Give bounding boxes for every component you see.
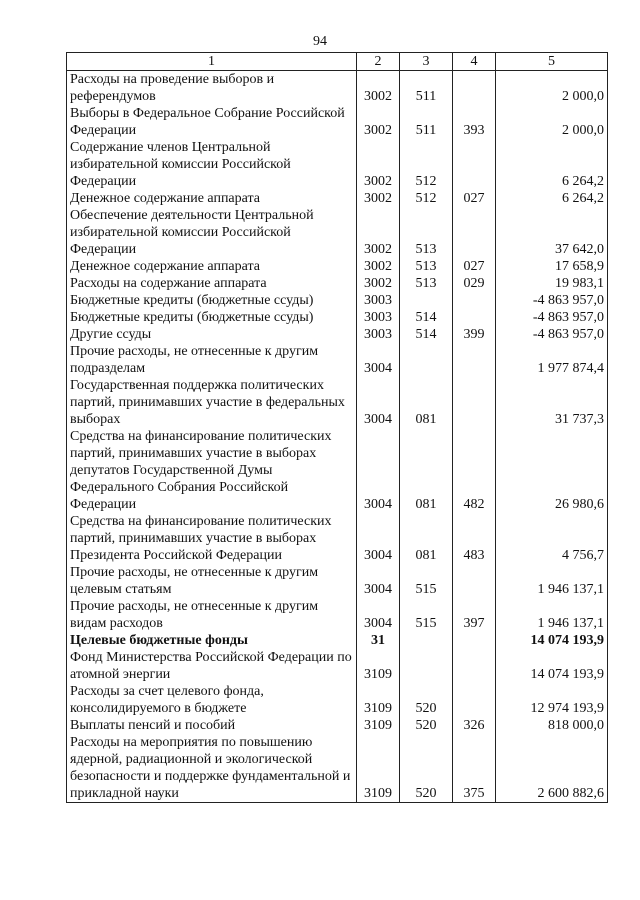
section-code-cell: 3004 bbox=[357, 564, 400, 598]
target-code-cell: 515 bbox=[400, 564, 453, 598]
table-row bbox=[67, 734, 608, 803]
expense-type-cell: 029 bbox=[453, 275, 496, 292]
column-header-1: 1 bbox=[67, 53, 357, 71]
target-code-cell: 520 bbox=[400, 683, 453, 717]
table-row bbox=[67, 71, 608, 106]
row-name-cell: Прочие расходы, не отнесенные к другим видам расходов bbox=[67, 598, 357, 632]
expense-type-cell: 326 bbox=[453, 717, 496, 734]
row-name-cell: Расходы на содержание аппарата bbox=[67, 275, 357, 292]
expense-type-cell: 027 bbox=[453, 190, 496, 207]
table-row bbox=[67, 275, 608, 292]
expense-type-cell: 399 bbox=[453, 326, 496, 343]
amount-cell: 19 983,1 bbox=[496, 275, 608, 292]
row-name-cell: Бюджетные кредиты (бюджетные ссуды) bbox=[67, 309, 357, 326]
expense-type-cell bbox=[453, 649, 496, 683]
target-code-cell: 081 bbox=[400, 428, 453, 513]
amount-cell: 1 946 137,1 bbox=[496, 564, 608, 598]
table-row bbox=[67, 292, 608, 309]
table-row bbox=[67, 139, 608, 190]
target-code-cell bbox=[400, 632, 453, 649]
row-name-cell: Прочие расходы, не отнесенные к другим целевым статьям bbox=[67, 564, 357, 598]
section-code-cell: 3004 bbox=[357, 598, 400, 632]
expense-type-cell bbox=[453, 292, 496, 309]
table-header-row bbox=[67, 53, 608, 71]
section-code-cell: 31 bbox=[357, 632, 400, 649]
row-name-cell: Средства на финансирование политических партий, принимавших участие в выборах депутатов Государственной Думы Федерального Собрания Российской Федерации bbox=[67, 428, 357, 513]
section-code-cell: 3109 bbox=[357, 683, 400, 717]
row-name-cell: Целевые бюджетные фонды bbox=[67, 632, 357, 649]
section-code-cell: 3109 bbox=[357, 649, 400, 683]
expense-type-cell: 483 bbox=[453, 513, 496, 564]
amount-cell: -4 863 957,0 bbox=[496, 292, 608, 309]
section-code-cell: 3002 bbox=[357, 275, 400, 292]
target-code-cell: 511 bbox=[400, 105, 453, 139]
table-row bbox=[67, 309, 608, 326]
target-code-cell: 514 bbox=[400, 326, 453, 343]
section-code-cell: 3109 bbox=[357, 717, 400, 734]
amount-cell: 12 974 193,9 bbox=[496, 683, 608, 717]
target-code-cell bbox=[400, 343, 453, 377]
amount-cell: 1 977 874,4 bbox=[496, 343, 608, 377]
amount-cell: 6 264,2 bbox=[496, 139, 608, 190]
column-header-5: 5 bbox=[496, 53, 608, 71]
expense-type-cell: 375 bbox=[453, 734, 496, 803]
row-name-cell: Обеспечение деятельности Центральной избирательной комиссии Российской Федерации bbox=[67, 207, 357, 258]
target-code-cell: 515 bbox=[400, 598, 453, 632]
section-code-cell: 3109 bbox=[357, 734, 400, 803]
page-number: 94 bbox=[313, 34, 327, 49]
section-code-cell: 3003 bbox=[357, 326, 400, 343]
section-code-cell: 3004 bbox=[357, 343, 400, 377]
amount-cell: 2 600 882,6 bbox=[496, 734, 608, 803]
table-row bbox=[67, 343, 608, 377]
table-row bbox=[67, 649, 608, 683]
expense-type-cell bbox=[453, 564, 496, 598]
table-row bbox=[67, 377, 608, 428]
table-row bbox=[67, 513, 608, 564]
section-code-cell: 3002 bbox=[357, 105, 400, 139]
table-row bbox=[67, 207, 608, 258]
row-name-cell: Другие ссуды bbox=[67, 326, 357, 343]
table-row bbox=[67, 258, 608, 275]
row-name-cell: Выплаты пенсий и пособий bbox=[67, 717, 357, 734]
target-code-cell: 520 bbox=[400, 734, 453, 803]
table-row bbox=[67, 326, 608, 343]
column-header-3: 3 bbox=[400, 53, 453, 71]
section-code-cell: 3004 bbox=[357, 513, 400, 564]
expense-type-cell bbox=[453, 343, 496, 377]
column-header-2: 2 bbox=[357, 53, 400, 71]
section-code-cell: 3004 bbox=[357, 377, 400, 428]
column-header-4: 4 bbox=[453, 53, 496, 71]
table-row bbox=[67, 564, 608, 598]
amount-cell: 37 642,0 bbox=[496, 207, 608, 258]
expense-type-cell bbox=[453, 377, 496, 428]
row-name-cell: Средства на финансирование политических партий, принимавших участие в выборах Президента Российской Федерации bbox=[67, 513, 357, 564]
expense-type-cell bbox=[453, 207, 496, 258]
row-name-cell: Расходы на проведение выборов и референдумов bbox=[67, 71, 357, 106]
target-code-cell: 081 bbox=[400, 513, 453, 564]
expense-type-cell bbox=[453, 71, 496, 106]
target-code-cell bbox=[400, 649, 453, 683]
amount-cell: -4 863 957,0 bbox=[496, 326, 608, 343]
expense-type-cell: 397 bbox=[453, 598, 496, 632]
expense-type-cell bbox=[453, 309, 496, 326]
target-code-cell: 514 bbox=[400, 309, 453, 326]
expense-type-cell bbox=[453, 683, 496, 717]
row-name-cell: Государственная поддержка политических партий, принимавших участие в федеральных выборах bbox=[67, 377, 357, 428]
amount-cell: 26 980,6 bbox=[496, 428, 608, 513]
section-code-cell: 3004 bbox=[357, 428, 400, 513]
row-name-cell: Бюджетные кредиты (бюджетные ссуды) bbox=[67, 292, 357, 309]
expense-type-cell bbox=[453, 632, 496, 649]
expense-type-cell: 482 bbox=[453, 428, 496, 513]
row-name-cell: Денежное содержание аппарата bbox=[67, 190, 357, 207]
amount-cell: -4 863 957,0 bbox=[496, 309, 608, 326]
table-row bbox=[67, 598, 608, 632]
target-code-cell bbox=[400, 292, 453, 309]
section-code-cell: 3002 bbox=[357, 258, 400, 275]
amount-cell: 1 946 137,1 bbox=[496, 598, 608, 632]
target-code-cell: 513 bbox=[400, 258, 453, 275]
expense-type-cell: 027 bbox=[453, 258, 496, 275]
row-name-cell: Денежное содержание аппарата bbox=[67, 258, 357, 275]
target-code-cell: 520 bbox=[400, 717, 453, 734]
amount-cell: 14 074 193,9 bbox=[496, 632, 608, 649]
row-name-cell: Расходы на мероприятия по повышению ядерной, радиационной и экологической безопасности и поддержке фундаментальной и прикладной науки bbox=[67, 734, 357, 803]
row-name-cell: Прочие расходы, не отнесенные к другим подразделам bbox=[67, 343, 357, 377]
amount-cell: 4 756,7 bbox=[496, 513, 608, 564]
amount-cell: 14 074 193,9 bbox=[496, 649, 608, 683]
section-code-cell: 3002 bbox=[357, 190, 400, 207]
target-code-cell: 081 bbox=[400, 377, 453, 428]
target-code-cell: 513 bbox=[400, 275, 453, 292]
row-name-cell: Фонд Министерства Российской Федерации по атомной энергии bbox=[67, 649, 357, 683]
section-code-cell: 3003 bbox=[357, 292, 400, 309]
table-row bbox=[67, 105, 608, 139]
amount-cell: 17 658,9 bbox=[496, 258, 608, 275]
section-code-cell: 3002 bbox=[357, 207, 400, 258]
target-code-cell: 512 bbox=[400, 190, 453, 207]
expense-type-cell: 393 bbox=[453, 105, 496, 139]
table-row bbox=[67, 190, 608, 207]
row-name-cell: Выборы в Федеральное Собрание Российской Федерации bbox=[67, 105, 357, 139]
target-code-cell: 512 bbox=[400, 139, 453, 190]
section-code-cell: 3002 bbox=[357, 139, 400, 190]
section-code-cell: 3002 bbox=[357, 71, 400, 106]
row-name-cell: Расходы за счет целевого фонда, консолидируемого в бюджете bbox=[67, 683, 357, 717]
table-row bbox=[67, 428, 608, 513]
budget-table bbox=[66, 52, 608, 803]
amount-cell: 818 000,0 bbox=[496, 717, 608, 734]
row-name-cell: Содержание членов Центральной избирательной комиссии Российской Федерации bbox=[67, 139, 357, 190]
amount-cell: 6 264,2 bbox=[496, 190, 608, 207]
expense-type-cell bbox=[453, 139, 496, 190]
table-row bbox=[67, 683, 608, 717]
section-code-cell: 3003 bbox=[357, 309, 400, 326]
amount-cell: 2 000,0 bbox=[496, 105, 608, 139]
table-row bbox=[67, 632, 608, 649]
target-code-cell: 511 bbox=[400, 71, 453, 106]
target-code-cell: 513 bbox=[400, 207, 453, 258]
amount-cell: 31 737,3 bbox=[496, 377, 608, 428]
amount-cell: 2 000,0 bbox=[496, 71, 608, 106]
table-row bbox=[67, 717, 608, 734]
